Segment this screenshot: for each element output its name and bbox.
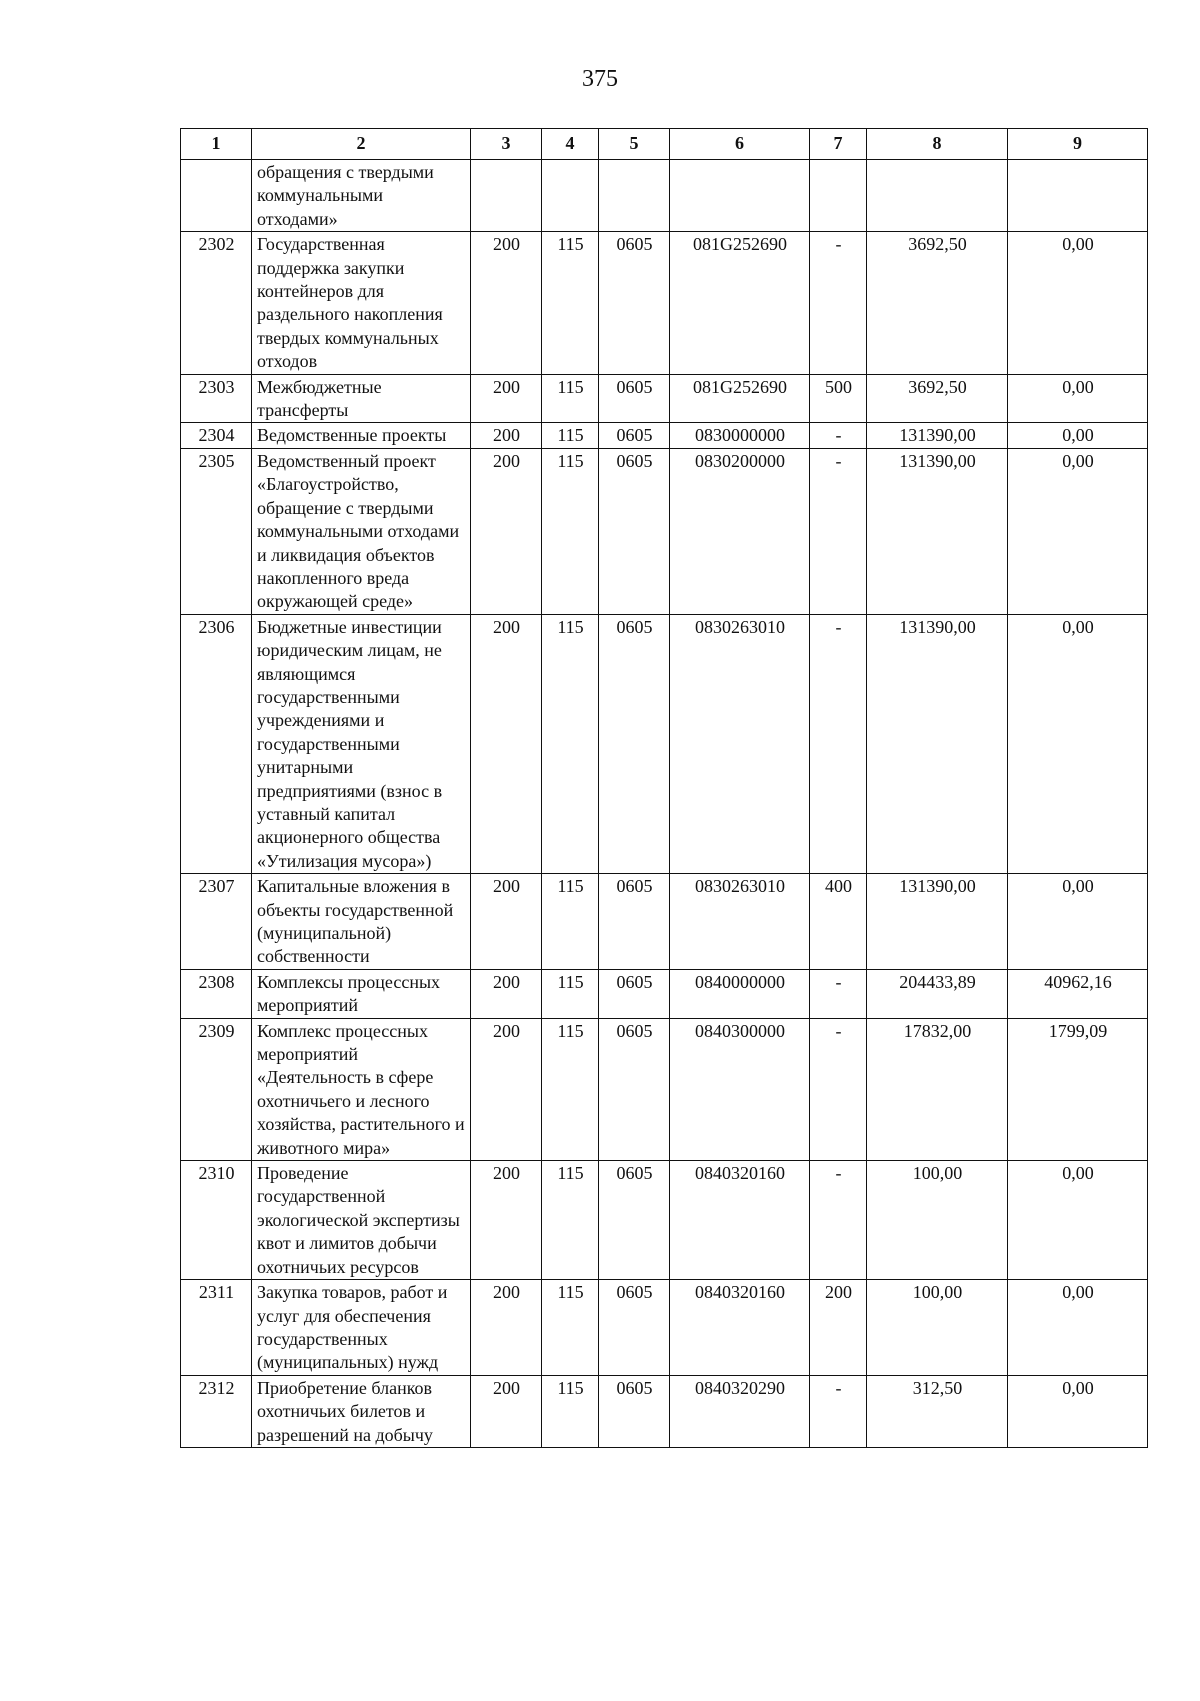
- amount-cell: 131390,00: [867, 423, 1008, 448]
- description-cell: Межбюджетные трансферты: [252, 374, 471, 423]
- amount2-cell: 0,00: [1008, 232, 1148, 374]
- amount-cell: 204433,89: [867, 969, 1008, 1018]
- description-cell: Закупка товаров, работ и услуг для обеспечения государственных (муниципальных) нужд: [252, 1280, 471, 1376]
- col3-cell: 200: [471, 423, 542, 448]
- col5-cell: 0605: [599, 448, 670, 614]
- col7-cell: -: [810, 1161, 867, 1280]
- col7-cell: 400: [810, 874, 867, 970]
- col5-cell: 0605: [599, 1280, 670, 1376]
- col7-cell: [810, 160, 867, 232]
- col7-cell: -: [810, 448, 867, 614]
- budget-table: [180, 128, 1148, 1448]
- col7-cell: -: [810, 423, 867, 448]
- row-number-cell: 2307: [181, 874, 252, 970]
- amount-cell: [867, 160, 1008, 232]
- amount-cell: 131390,00: [867, 614, 1008, 873]
- column-header-2: 2: [252, 129, 471, 160]
- col5-cell: 0605: [599, 1161, 670, 1280]
- amount2-cell: 0,00: [1008, 874, 1148, 970]
- code-cell: 0830263010: [670, 614, 810, 873]
- col4-cell: [542, 160, 599, 232]
- col5-cell: 0605: [599, 1018, 670, 1160]
- row-number-cell: 2308: [181, 969, 252, 1018]
- column-header-3: 3: [471, 129, 542, 160]
- table-header-row: [181, 129, 1148, 160]
- amount2-cell: 40962,16: [1008, 969, 1148, 1018]
- table-row: [181, 969, 1148, 1018]
- code-cell: 081G252690: [670, 232, 810, 374]
- amount2-cell: 0,00: [1008, 448, 1148, 614]
- col3-cell: 200: [471, 1280, 542, 1376]
- amount-cell: 3692,50: [867, 374, 1008, 423]
- row-number-cell: 2309: [181, 1018, 252, 1160]
- col4-cell: 115: [542, 1018, 599, 1160]
- amount-cell: 131390,00: [867, 448, 1008, 614]
- amount2-cell: 0,00: [1008, 374, 1148, 423]
- amount2-cell: 0,00: [1008, 614, 1148, 873]
- col5-cell: 0605: [599, 1375, 670, 1447]
- col7-cell: 500: [810, 374, 867, 423]
- table-row: [181, 1161, 1148, 1280]
- col3-cell: 200: [471, 1018, 542, 1160]
- amount-cell: 312,50: [867, 1375, 1008, 1447]
- row-number-cell: 2310: [181, 1161, 252, 1280]
- description-cell: обращения с твердыми коммунальными отходами»: [252, 160, 471, 232]
- column-header-9: 9: [1008, 129, 1148, 160]
- code-cell: 0830200000: [670, 448, 810, 614]
- col7-cell: -: [810, 969, 867, 1018]
- col5-cell: 0605: [599, 874, 670, 970]
- col5-cell: 0605: [599, 232, 670, 374]
- page-number: 375: [582, 66, 618, 92]
- col5-cell: 0605: [599, 969, 670, 1018]
- row-number-cell: 2305: [181, 448, 252, 614]
- code-cell: 0840320160: [670, 1280, 810, 1376]
- description-cell: Комплекс процессных мероприятий «Деятельность в сфере охотничьего и лесного хозяйства, растительного и животного мира»: [252, 1018, 471, 1160]
- row-number-cell: [181, 160, 252, 232]
- col3-cell: 200: [471, 1161, 542, 1280]
- amount2-cell: 0,00: [1008, 1375, 1148, 1447]
- col7-cell: -: [810, 1018, 867, 1160]
- code-cell: 081G252690: [670, 374, 810, 423]
- row-number-cell: 2312: [181, 1375, 252, 1447]
- description-cell: Проведение государственной экологической экспертизы квот и лимитов добычи охотничьих ресурсов: [252, 1161, 471, 1280]
- code-cell: 0840320160: [670, 1161, 810, 1280]
- amount-cell: 3692,50: [867, 232, 1008, 374]
- col3-cell: [471, 160, 542, 232]
- table-row: [181, 423, 1148, 448]
- col7-cell: -: [810, 614, 867, 873]
- col3-cell: 200: [471, 374, 542, 423]
- code-cell: 0830000000: [670, 423, 810, 448]
- table-row: [181, 874, 1148, 970]
- column-header-5: 5: [599, 129, 670, 160]
- table-body: [181, 160, 1148, 1448]
- col3-cell: 200: [471, 232, 542, 374]
- table-row: [181, 1375, 1148, 1447]
- col4-cell: 115: [542, 374, 599, 423]
- col4-cell: 115: [542, 232, 599, 374]
- col3-cell: 200: [471, 448, 542, 614]
- table-row: [181, 160, 1148, 232]
- amount2-cell: 0,00: [1008, 423, 1148, 448]
- col4-cell: 115: [542, 969, 599, 1018]
- col5-cell: [599, 160, 670, 232]
- col7-cell: 200: [810, 1280, 867, 1376]
- col3-cell: 200: [471, 614, 542, 873]
- code-cell: 0830263010: [670, 874, 810, 970]
- amount-cell: 131390,00: [867, 874, 1008, 970]
- amount-cell: 100,00: [867, 1280, 1008, 1376]
- table-row: [181, 1018, 1148, 1160]
- row-number-cell: 2311: [181, 1280, 252, 1376]
- code-cell: 0840320290: [670, 1375, 810, 1447]
- row-number-cell: 2306: [181, 614, 252, 873]
- col4-cell: 115: [542, 874, 599, 970]
- code-cell: [670, 160, 810, 232]
- col7-cell: -: [810, 1375, 867, 1447]
- col4-cell: 115: [542, 448, 599, 614]
- table-row: [181, 232, 1148, 374]
- description-cell: Ведомственные проекты: [252, 423, 471, 448]
- col4-cell: 115: [542, 1161, 599, 1280]
- col7-cell: -: [810, 232, 867, 374]
- description-cell: Приобретение бланков охотничьих билетов и разрешений на добычу: [252, 1375, 471, 1447]
- col3-cell: 200: [471, 1375, 542, 1447]
- table-row: [181, 614, 1148, 873]
- row-number-cell: 2303: [181, 374, 252, 423]
- description-cell: Государственная поддержка закупки контейнеров для раздельного накопления твердых коммунальных отходов: [252, 232, 471, 374]
- column-header-1: 1: [181, 129, 252, 160]
- col3-cell: 200: [471, 874, 542, 970]
- description-cell: Бюджетные инвестиции юридическим лицам, не являющимся государственными учреждениями и государственными унитарными предприятиями (взнос в уставный капитал акционерного общества «Утилизация мусора»): [252, 614, 471, 873]
- code-cell: 0840000000: [670, 969, 810, 1018]
- col3-cell: 200: [471, 969, 542, 1018]
- col5-cell: 0605: [599, 423, 670, 448]
- amount2-cell: 0,00: [1008, 1161, 1148, 1280]
- col4-cell: 115: [542, 1375, 599, 1447]
- column-header-7: 7: [810, 129, 867, 160]
- col4-cell: 115: [542, 1280, 599, 1376]
- description-cell: Комплексы процессных мероприятий: [252, 969, 471, 1018]
- column-header-4: 4: [542, 129, 599, 160]
- description-cell: Ведомственный проект «Благоустройство, обращение с твердыми коммунальными отходами и ликвидация объектов накопленного вреда окружающей среде»: [252, 448, 471, 614]
- row-number-cell: 2302: [181, 232, 252, 374]
- col4-cell: 115: [542, 614, 599, 873]
- table-row: [181, 1280, 1148, 1376]
- description-cell: Капитальные вложения в объекты государственной (муниципальной) собственности: [252, 874, 471, 970]
- col5-cell: 0605: [599, 374, 670, 423]
- column-header-8: 8: [867, 129, 1008, 160]
- table-row: [181, 374, 1148, 423]
- amount2-cell: [1008, 160, 1148, 232]
- table-row: [181, 448, 1148, 614]
- col4-cell: 115: [542, 423, 599, 448]
- amount2-cell: 0,00: [1008, 1280, 1148, 1376]
- amount-cell: 17832,00: [867, 1018, 1008, 1160]
- amount2-cell: 1799,09: [1008, 1018, 1148, 1160]
- row-number-cell: 2304: [181, 423, 252, 448]
- amount-cell: 100,00: [867, 1161, 1008, 1280]
- code-cell: 0840300000: [670, 1018, 810, 1160]
- column-header-6: 6: [670, 129, 810, 160]
- col5-cell: 0605: [599, 614, 670, 873]
